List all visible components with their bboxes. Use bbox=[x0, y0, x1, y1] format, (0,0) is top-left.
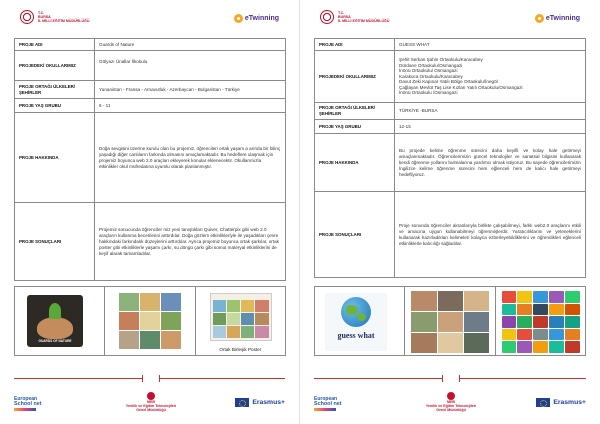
yegitek-logo bbox=[116, 392, 186, 413]
row-value: 12-15 bbox=[395, 120, 586, 134]
row-label: PROJE HAKKINDA bbox=[315, 134, 395, 192]
row-label: PROJE HAKKINDA bbox=[15, 113, 95, 203]
table-row bbox=[15, 99, 286, 113]
table-row bbox=[15, 39, 286, 51]
erasmus-logo bbox=[235, 398, 285, 407]
row-value: Yunanistan - Fransa - Arnavutluk - Azerbaycan - Bulgaristan - Türkiye bbox=[95, 81, 286, 99]
photo-strip bbox=[314, 286, 586, 356]
row-value: TÜRKİYE -BURSA bbox=[395, 103, 586, 120]
row-label: PROJE YAŞ GRUBU bbox=[15, 99, 95, 113]
row-value: Gölyazı Ünallar İlkokulu bbox=[95, 51, 286, 81]
eu-school-line1: European bbox=[314, 396, 338, 402]
photo-hands bbox=[15, 287, 105, 355]
table-row bbox=[15, 81, 286, 99]
row-value: Guards of Nature bbox=[95, 39, 286, 51]
page-footer bbox=[14, 392, 285, 416]
row-label: PROJE ADI bbox=[315, 39, 395, 51]
erasmus-label: Erasmus+ bbox=[553, 399, 586, 406]
etwinning-label: eTwinning bbox=[244, 14, 279, 22]
table-row bbox=[15, 51, 286, 81]
photo-collage bbox=[105, 287, 195, 355]
yegitek-mark-icon bbox=[447, 392, 455, 400]
photo-activities bbox=[405, 287, 495, 355]
guess-what-image bbox=[325, 293, 387, 351]
row-value: Proje sonunda öğrenciler akranlarıyla birlikte çalışabilmeyi, farklı web2.0 araçlarını etkili ve amacına uygun kullanabilmeyi öğrenmişlerdir. Yaratıcılıklarını ve yeteneklerini kullanarak hazırladıkları kelimeleri kolayca ezberleyebildiklerini ve öğrendikleri eğlenceli etkinliklerle kalıcılığı sağladılar. bbox=[395, 192, 586, 278]
footer-divider bbox=[314, 378, 586, 379]
etwinning-logo bbox=[234, 12, 279, 24]
photo-caption: GUARDS OF NATURE bbox=[38, 339, 72, 343]
globe-icon bbox=[341, 297, 371, 327]
table-row bbox=[15, 113, 286, 203]
row-label: PROJEDEKİ OKULLARIMIZ bbox=[15, 51, 95, 81]
photo-guess-what bbox=[315, 287, 405, 355]
row-value: Doğa sevgisini üzerine kurulu olan bu projemiz, öğrencileri ortak yaşam a arında bir bilinç yaşadığı diğer canlıların farkında olmasını amaçlamaktadır. Bu hedeflere ulaşmak için projemiz boyunca web 2.0 araçları ekleyerek konular eklenecektir. Okullarımızla etkinlikler okul müfredatına uyumlu olarak planlanmıştır. bbox=[95, 113, 286, 203]
page-footer bbox=[314, 392, 586, 416]
vocabulary-cards-image bbox=[502, 291, 580, 353]
yegitek-mark-icon bbox=[147, 392, 155, 400]
meb-logo-icon bbox=[320, 10, 334, 24]
eu-school-swoosh-icon bbox=[14, 408, 36, 411]
european-schoolnet-logo bbox=[314, 396, 342, 411]
yegitek-text: MEB Yenilik ve Eğitim Teknolojileri Genel Müdürlüğü bbox=[125, 400, 177, 413]
photo-vocabulary bbox=[496, 287, 585, 355]
eu-school-line2: School net bbox=[14, 401, 42, 407]
project-table bbox=[314, 38, 586, 278]
table-row bbox=[315, 39, 586, 51]
row-label: PROJE SONUÇLARI bbox=[15, 203, 95, 281]
meb-text: T.C. BURSA İL MİLLİ EĞİTİM MÜDÜRLÜĞÜ bbox=[338, 11, 390, 24]
activity-mosaic-image bbox=[411, 291, 489, 353]
row-label: PROJE ORTAĞI ÜLKELER/ŞEHİRLER bbox=[15, 81, 95, 99]
page-header bbox=[14, 8, 285, 30]
eu-school-line1: European bbox=[14, 396, 38, 402]
etwinning-star-icon bbox=[535, 14, 544, 23]
row-value: Projemiz sonucunda öğrenciler miz yeni tanıştıkları Quiver, Chatterpix gibi web 2.0 araçların kullanma becerilerini arttırdılar. Doğa gözlem etkinlikleriyle ile yaşadıkları çevre hakkındaki farkındalık düzeylerini arttırdılar. Ayrıca projemiz boyunca ortak şarkılar, ortak poster gibi etkinliklerle yaşamı çarkı, su döngü çarkı gibi somut materyal etkinliklerini de keyif alarak tamamladılar. bbox=[95, 203, 286, 281]
etwinning-label: eTwinning bbox=[545, 14, 580, 22]
erasmus-logo bbox=[536, 398, 586, 407]
erasmus-label: Erasmus+ bbox=[252, 399, 285, 406]
european-schoolnet-logo bbox=[14, 396, 42, 411]
eu-school-swoosh-icon bbox=[314, 408, 336, 411]
row-label: PROJE ORTAĞI ÜLKELER/ŞEHİRLER bbox=[315, 103, 395, 120]
row-value: 6 - 11 bbox=[95, 99, 286, 113]
photo-strip bbox=[14, 286, 286, 356]
table-row bbox=[315, 120, 586, 134]
photo-poster bbox=[196, 287, 285, 355]
row-label: PROJE SONUÇLARI bbox=[315, 192, 395, 278]
meb-text: T.C. BURSA İL MİLLİ EĞİTİM MÜDÜRLÜĞÜ bbox=[38, 11, 90, 24]
row-value: GUESS WHAT bbox=[395, 39, 586, 51]
photo-caption: Ortak Birleşik Poster bbox=[219, 347, 262, 352]
table-row bbox=[315, 134, 586, 192]
yegitek-logo bbox=[416, 392, 486, 413]
table-row bbox=[315, 51, 586, 103]
joint-poster-image bbox=[210, 293, 272, 341]
meb-logo-icon bbox=[20, 10, 34, 24]
eu-flag-icon bbox=[536, 398, 550, 407]
page-header bbox=[314, 8, 586, 30]
right-page bbox=[300, 0, 600, 424]
row-value: Bu projede kelime öğrenme sürecini daha keyifli ve kolay hale getirmeyi amaçlanmaktadır. Öğrencilerimizin güncel teknolojiler ve sanatsal bilgisini kullanarak kendi öğrenme yollarını bulmalarına yardımcı olmak istiyoruz. Bu sayede öğrencilerimizin İngilizce kelime öğrenme sürecini hem eğlenceli hem de kalıcı hale getirmeyi hedefliyoruz. bbox=[395, 134, 586, 192]
footer-divider bbox=[14, 378, 285, 379]
row-label: PROJEDEKİ OKULLARIMIZ bbox=[315, 51, 395, 103]
photo-caption: guess what bbox=[337, 331, 375, 340]
eu-school-line2: School net bbox=[314, 401, 342, 407]
row-value: Şehit Serkan Şahin Ortaokulu/Karacabey Dürdane Ortaokulu/Osmangazi İnönü Ortaokulu/ Osmangazi Karakoca Ortaokulu/Karacabey Davut Zeki Kapınar Yatılı Bölge Ortaokulu/İnegöl Çağlayan Mevlüt Taş Lise Kızları Yatılı Ortaokulu/Osmangazi İnönü Ortaokulu /Osmangazi bbox=[395, 51, 586, 103]
yegitek-text: MEB Yenilik ve Eğitim Teknolojileri Genel Müdürlüğü bbox=[425, 400, 477, 413]
table-row bbox=[315, 103, 586, 120]
activity-collage-image bbox=[119, 293, 181, 349]
table-row bbox=[315, 192, 586, 278]
table-row bbox=[15, 203, 286, 281]
project-table bbox=[14, 38, 286, 281]
row-label: PROJE ADI bbox=[15, 39, 95, 51]
eu-flag-icon bbox=[235, 398, 249, 407]
row-label: PROJE YAŞ GRUBU bbox=[315, 120, 395, 134]
etwinning-logo bbox=[535, 12, 580, 24]
etwinning-star-icon bbox=[234, 14, 243, 23]
